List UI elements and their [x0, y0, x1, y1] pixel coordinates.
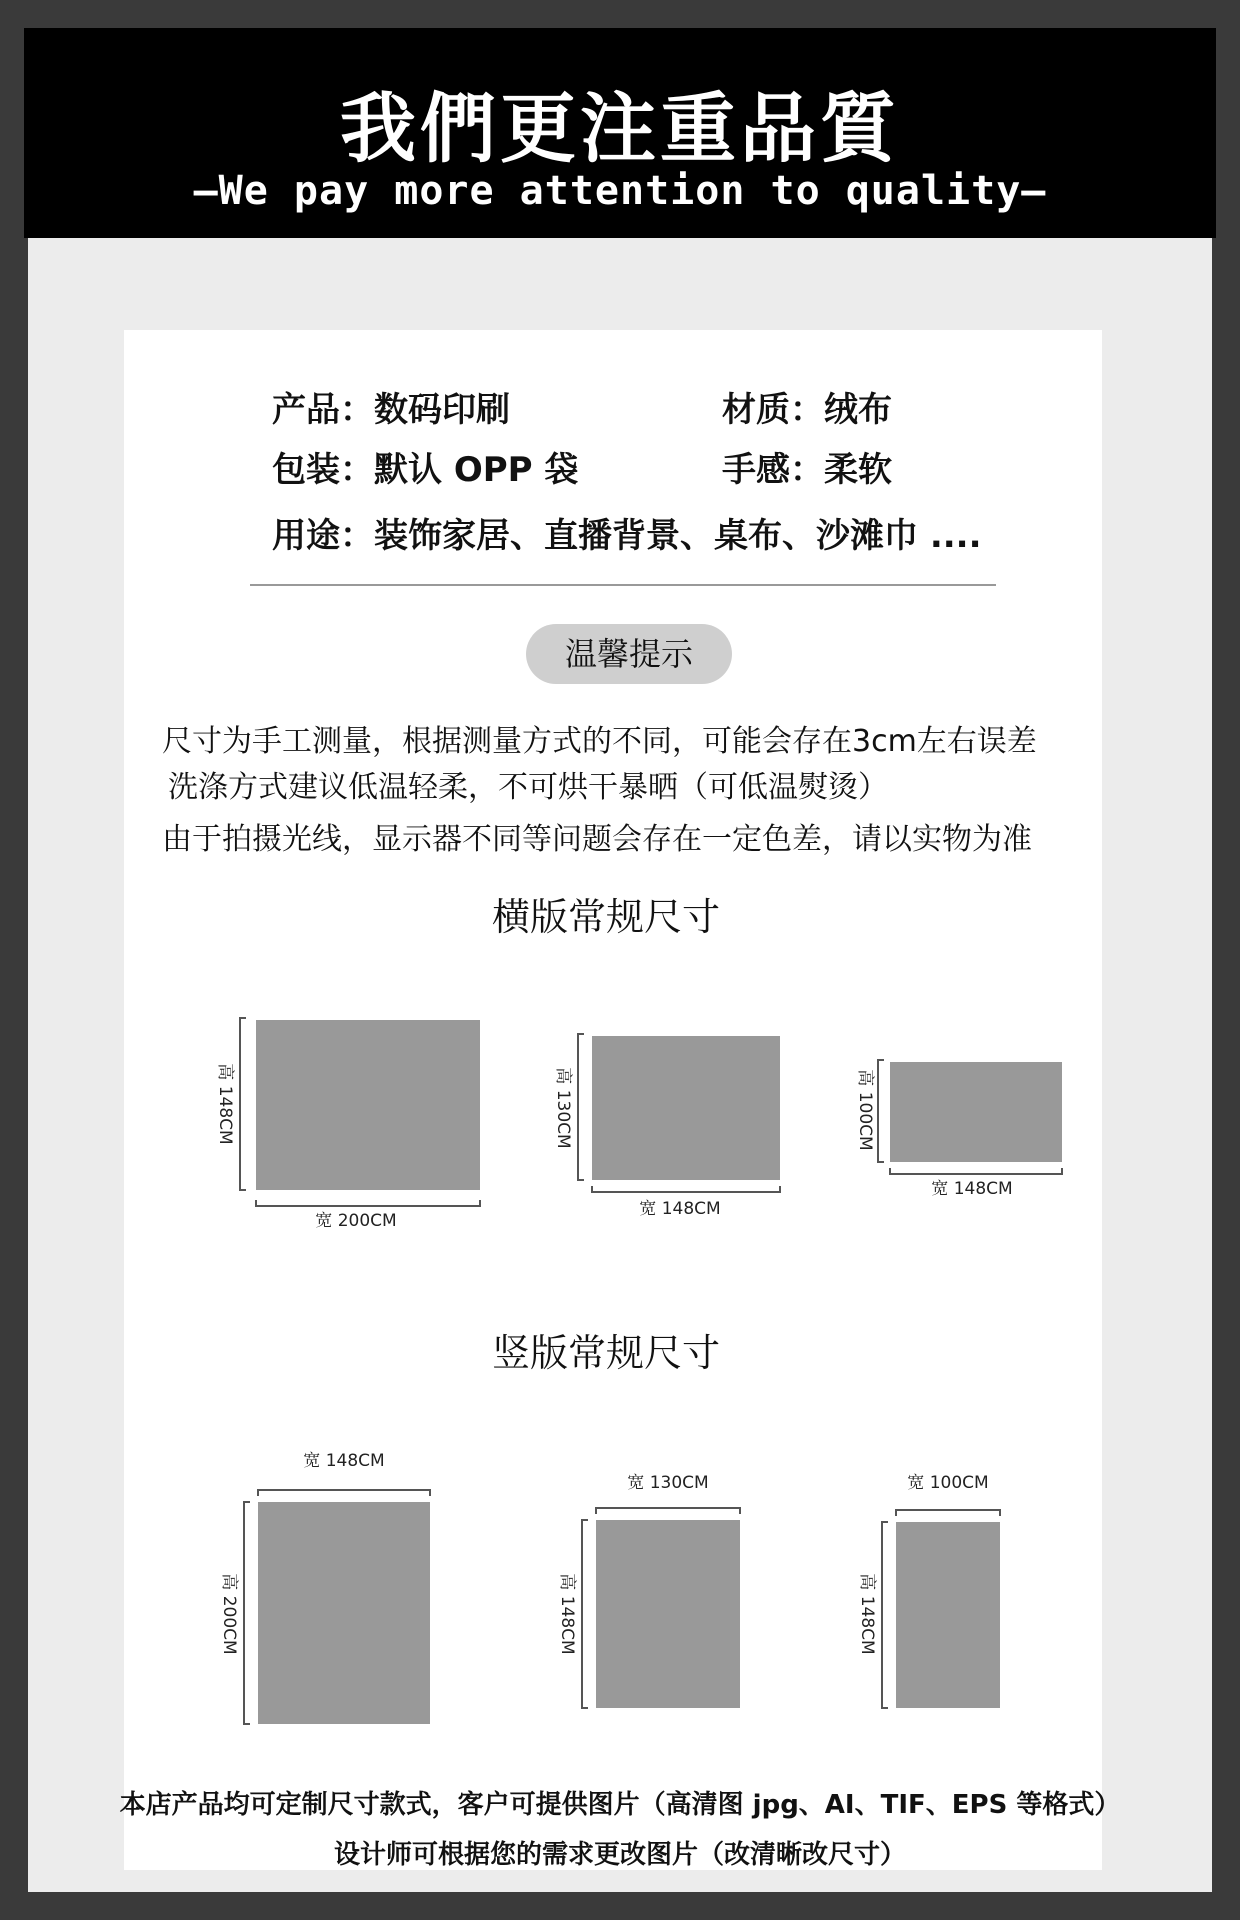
landscape-height-bracket-3 [878, 1060, 884, 1162]
spec-usage: 用途：装饰家居、直播背景、桌布、沙滩巾 .... [272, 516, 982, 556]
header-title: 我們更注重品質 [340, 84, 900, 173]
spec-feel: 手感：柔软 [722, 450, 892, 490]
portrait-width-bracket-2 [596, 1508, 740, 1514]
portrait-height-label-1: 高 200CM [219, 1573, 239, 1655]
landscape-swatch-3 [890, 1062, 1062, 1162]
landscape-width-bracket-1 [256, 1200, 480, 1206]
landscape-swatch-2 [592, 1036, 780, 1180]
portrait-swatch-1 [258, 1502, 430, 1724]
portrait-diagram-2 [557, 1473, 740, 1708]
header-subtitle: —We pay more attention to quality— [193, 168, 1047, 214]
landscape-width-bracket-3 [890, 1168, 1062, 1174]
landscape-swatch-1 [256, 1020, 480, 1190]
landscape-height-bracket-2 [578, 1034, 584, 1180]
landscape-diagram-1 [215, 1018, 480, 1231]
portrait-height-bracket-2 [582, 1520, 588, 1708]
landscape-height-label-2: 高 130CM [553, 1067, 573, 1149]
portrait-height-label-2: 高 148CM [557, 1573, 577, 1655]
portrait-height-bracket-1 [244, 1502, 250, 1724]
tips-badge: 温馨提示 [526, 624, 732, 684]
portrait-width-label-1: 宽 148CM [303, 1451, 385, 1471]
footer-line-1: 本店产品均可定制尺寸款式，客户可提供图片（高清图 jpg、AI、TIF、EPS 等格式） [119, 1790, 1121, 1820]
portrait-width-label-3: 宽 100CM [907, 1473, 989, 1493]
header-banner [24, 28, 1216, 238]
landscape-diagram-3 [855, 1060, 1062, 1199]
landscape-width-bracket-2 [592, 1186, 780, 1192]
portrait-width-label-2: 宽 130CM [627, 1473, 709, 1493]
portrait-swatch-2 [596, 1520, 740, 1708]
landscape-width-label-2: 宽 148CM [639, 1199, 721, 1219]
portrait-diagram-1 [219, 1451, 430, 1724]
spec-material: 材质：绒布 [722, 390, 892, 430]
portrait-swatch-3 [896, 1522, 1000, 1708]
landscape-width-label-1: 宽 200CM [315, 1211, 397, 1231]
landscape-height-bracket-1 [240, 1018, 246, 1190]
spec-product: 产品：数码印刷 [272, 390, 510, 430]
tip-line-3: 由于拍摄光线，显示器不同等问题会存在一定色差，请以实物为准 [162, 822, 1032, 857]
landscape-width-label-3: 宽 148CM [931, 1179, 1013, 1199]
tip-line-1: 尺寸为手工测量，根据测量方式的不同，可能会存在3cm左右误差 [162, 724, 1037, 759]
tip-line-2: 洗涤方式建议低温轻柔，不可烘干暴晒（可低温熨烫） [168, 770, 888, 805]
size-diagrams [124, 330, 1102, 1870]
portrait-height-label-3: 高 148CM [857, 1573, 877, 1655]
portrait-diagram-3 [857, 1473, 1000, 1708]
portrait-width-bracket-3 [896, 1510, 1000, 1516]
landscape-height-label-3: 高 100CM [855, 1069, 875, 1151]
portrait-width-bracket-1 [258, 1490, 430, 1496]
footer-line-2: 设计师可根据您的需求更改图片（改清晰改尺寸） [333, 1840, 906, 1870]
portrait-height-bracket-3 [882, 1522, 888, 1708]
content-card [124, 330, 1102, 1870]
landscape-diagram-2 [553, 1034, 780, 1219]
landscape-height-label-1: 高 148CM [215, 1063, 235, 1145]
portrait-title: 竖版常规尺寸 [492, 1331, 721, 1375]
spec-packaging: 包装：默认 OPP 袋 [272, 450, 579, 490]
landscape-title: 横版常规尺寸 [492, 895, 721, 939]
